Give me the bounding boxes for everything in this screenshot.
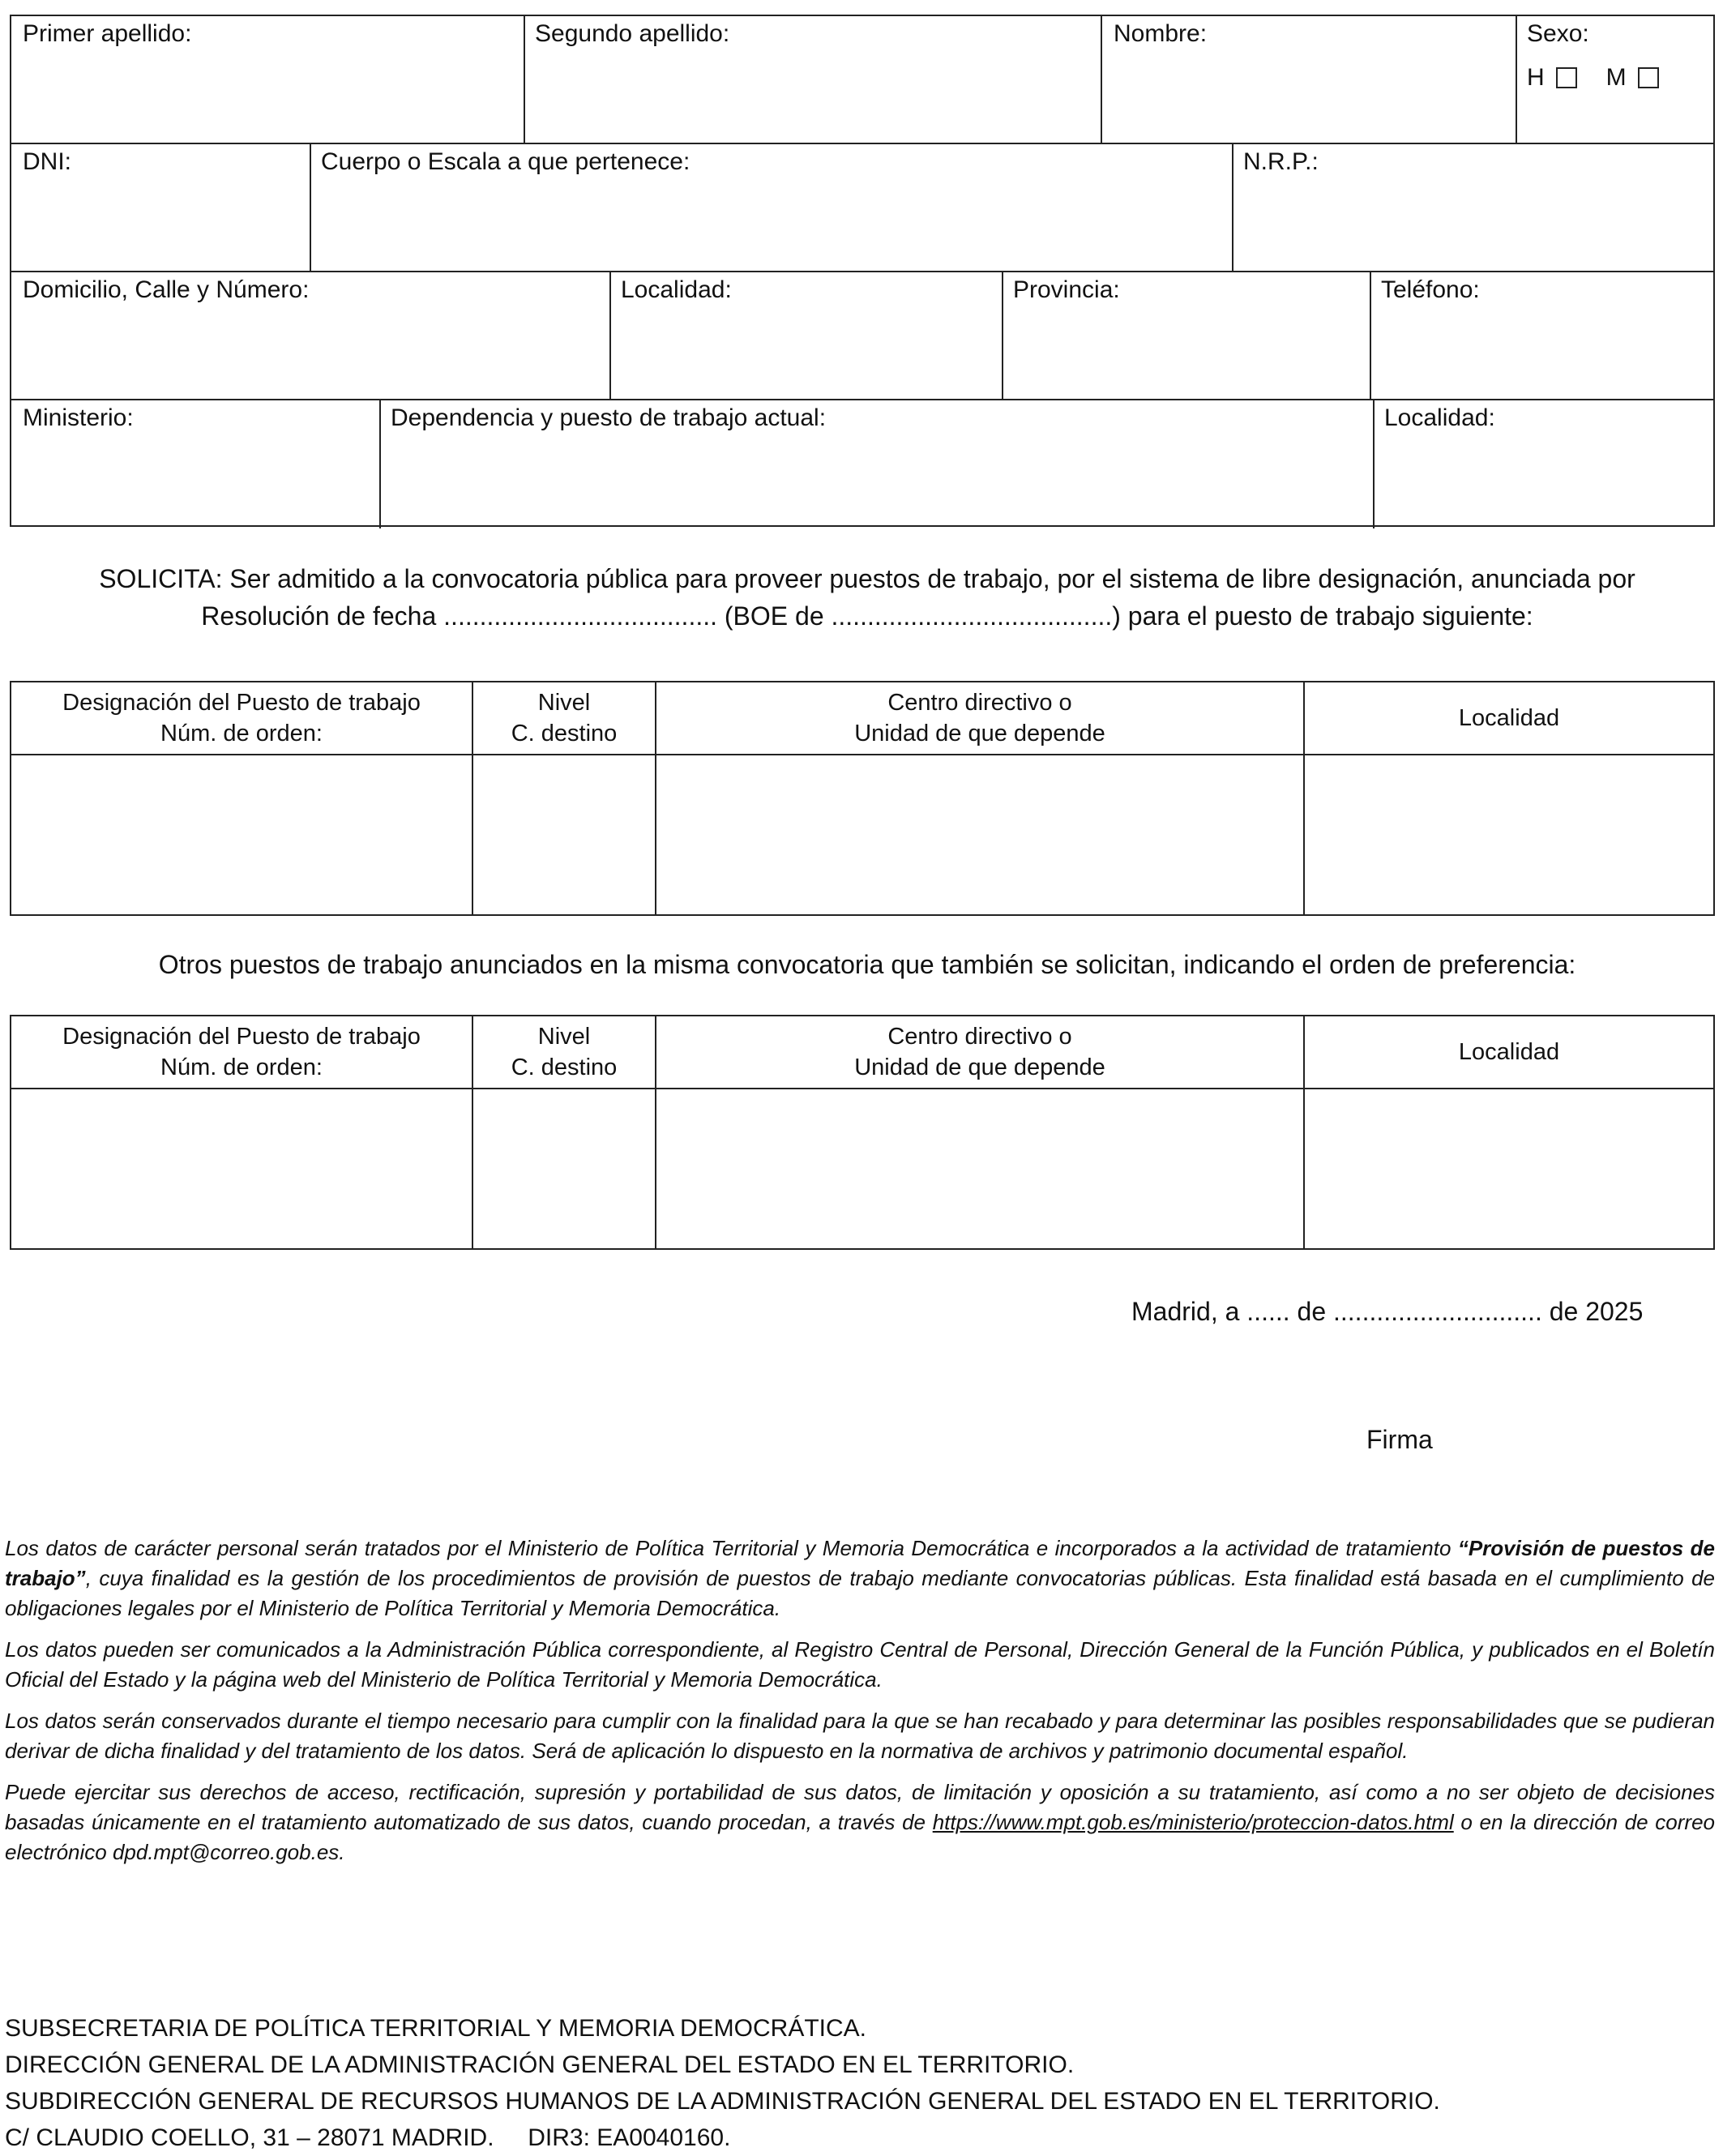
header-designacion (11, 682, 472, 754)
input-localidad[interactable] (1305, 755, 1713, 914)
header-centro-line1: Centro directivo o (887, 1024, 1072, 1050)
input-centro[interactable] (656, 1089, 1303, 1248)
col-divider (609, 271, 611, 399)
sexo-m-label: M (1605, 64, 1627, 91)
header-nivel (473, 1016, 655, 1088)
header-localidad: Localidad (1458, 705, 1560, 731)
cuerpo-escala-field[interactable]: Cuerpo o Escala a que pertenece: (321, 148, 690, 175)
header-nivel-line2: C. destino (511, 1054, 618, 1080)
header-nivel-line1: Nivel (537, 1024, 591, 1050)
header-centro-line2: Unidad de que depende (854, 1054, 1105, 1080)
sexo-options (1527, 63, 1659, 92)
dni-field[interactable]: DNI: (23, 148, 71, 175)
address-line-4: C/ CLAUDIO COELLO, 31 – 28071 MADRID. DIR3: EA0040160. (5, 2124, 731, 2151)
input-localidad[interactable] (1305, 1089, 1713, 1248)
input-nivel[interactable] (473, 1089, 655, 1248)
row-divider (11, 143, 1713, 144)
header-centro (656, 1016, 1303, 1088)
legal-paragraph-3: Los datos serán conservados durante el tiempo necesario para cumplir con la finalidad para la que se han recabado y para determinar las posibles responsabilidades que se pudieran derivar de dicha finalidad y del tratamiento de los datos. Será de aplicación lo dispuesto en la normativa de archivos y patrimonio documental español. (5, 1709, 1715, 1763)
header-designacion-line2: Núm. de orden: (160, 721, 323, 746)
input-designacion[interactable] (11, 1089, 472, 1248)
sexo-h-label: H (1527, 64, 1545, 91)
row-divider (11, 271, 1713, 272)
col-divider (1232, 143, 1233, 271)
input-centro[interactable] (656, 755, 1303, 914)
ministerio-field[interactable]: Ministerio: (23, 404, 134, 431)
header-designacion-line1: Designación del Puesto de trabajo (62, 690, 421, 716)
header-localidad: Localidad (1458, 1039, 1560, 1065)
col-divider (1002, 271, 1003, 399)
legal-p1-start: Los datos de carácter personal serán tratados por el Ministerio de Política Territorial y Memoria Democrática e incorporados a la actividad de tratamiento (5, 1536, 1458, 1560)
header-centro-line1: Centro directivo o (887, 690, 1072, 716)
localidad-actual-field[interactable]: Localidad: (1384, 404, 1495, 431)
col-divider (310, 143, 311, 271)
address-line-3: SUBDIRECCIÓN GENERAL DE RECURSOS HUMANOS DE LA ADMINISTRACIÓN GENERAL DEL ESTADO EN EL TERRITORIO. (5, 2088, 1440, 2115)
date-line[interactable]: Madrid, a ...... de ............................. de 2025 (1131, 1297, 1644, 1326)
col-divider (1516, 16, 1517, 143)
sexo-h-checkbox[interactable] (1556, 67, 1577, 88)
personal-data-form (10, 15, 1715, 527)
legal-p1-end: , cuya finalidad es la gestión de los procedimientos de provisión de puestos de trabajo mediante convocatorias públicas. Esta finalidad está basada en el cumplimiento de obligaciones legales por el Ministerio de Política Territorial y Memoria Democrática. (5, 1566, 1715, 1620)
header-nivel-line1: Nivel (537, 690, 591, 716)
legal-paragraph-1 (5, 1534, 1715, 1623)
nombre-field[interactable]: Nombre: (1114, 20, 1208, 47)
col-divider (379, 399, 381, 528)
nrp-field[interactable]: N.R.P.: (1243, 148, 1319, 175)
otros-puestos-table (10, 1015, 1715, 1250)
legal-p1-bold: “Provisión de puestos de trabajo” (5, 1536, 1715, 1590)
sexo-m-option[interactable] (1606, 63, 1659, 92)
data-protection-notice (5, 1534, 1715, 1879)
solicita-line-2: Resolución de fecha ...................................... (BOE de .......................................) para el puesto de trabajo siguiente: (201, 601, 1533, 631)
row-divider (11, 399, 1713, 400)
header-nivel-line2: C. destino (511, 721, 618, 746)
telefono-field[interactable]: Teléfono: (1381, 276, 1480, 303)
col-divider (1101, 16, 1102, 143)
header-designacion-line1: Designación del Puesto de trabajo (62, 1024, 421, 1050)
localidad-field[interactable]: Localidad: (621, 276, 732, 303)
provincia-field[interactable]: Provincia: (1013, 276, 1120, 303)
legal-paragraph-2: Los datos pueden ser comunicados a la Administración Pública correspondiente, al Registro Central de Personal, Dirección General de la Función Pública, y publicados en el Boletín Oficial del Estado y la página web del Ministerio de Política Territorial y Memoria Democrática. (5, 1637, 1715, 1692)
puesto-solicitado-table (10, 681, 1715, 916)
sexo-m-checkbox[interactable] (1638, 67, 1659, 88)
input-nivel[interactable] (473, 755, 655, 914)
address-line-1: SUBSECRETARIA DE POLÍTICA TERRITORIAL Y MEMORIA DEMOCRÁTICA. (5, 2015, 867, 2042)
primer-apellido-field[interactable]: Primer apellido: (23, 20, 192, 47)
firma-label: Firma (1366, 1425, 1433, 1454)
sexo-h-option[interactable] (1527, 63, 1577, 92)
dependencia-field[interactable]: Dependencia y puesto de trabajo actual: (391, 404, 827, 431)
address-line-2: DIRECCIÓN GENERAL DE LA ADMINISTRACIÓN GENERAL DEL ESTADO EN EL TERRITORIO. (5, 2051, 1075, 2078)
header-centro-line2: Unidad de que depende (854, 721, 1105, 746)
proteccion-datos-link[interactable]: https://www.mpt.gob.es/ministerio/proteccion-datos.html (932, 1810, 1454, 1834)
legal-paragraph-4 (5, 1777, 1715, 1867)
col-divider (1373, 399, 1375, 528)
col-divider (1370, 271, 1371, 399)
col-divider (524, 16, 525, 143)
header-nivel (473, 682, 655, 754)
address-footer (5, 2010, 1440, 2156)
header-designacion-line2: Núm. de orden: (160, 1054, 323, 1080)
sexo-label: Sexo: (1527, 20, 1589, 47)
header-designacion (11, 1016, 472, 1088)
input-designacion[interactable] (11, 755, 472, 914)
segundo-apellido-field[interactable]: Segundo apellido: (535, 20, 730, 47)
solicita-line-1: SOLICITA: Ser admitido a la convocatoria pública para proveer puestos de trabajo, por el sistema de libre designación, anunciada por (99, 564, 1635, 593)
header-centro (656, 682, 1303, 754)
otros-puestos-heading: Otros puestos de trabajo anunciados en la misma convocatoria que también se solicitan, indicando el orden de preferencia: (158, 950, 1576, 979)
legal-p4-start: Puede ejercitar sus derechos de acceso, rectificación, supresión y portabilidad de sus datos, de limitación y oposición a su tratamiento, así como a no ser objeto de decisiones basadas únicamente en el tratamiento automatizado de sus datos, cuando procedan, a través de (5, 1780, 1715, 1834)
domicilio-field[interactable]: Domicilio, Calle y Número: (23, 276, 310, 303)
legal-p4-end: o en la dirección de correo electrónico dpd.mpt@correo.gob.es. (5, 1810, 1716, 1864)
